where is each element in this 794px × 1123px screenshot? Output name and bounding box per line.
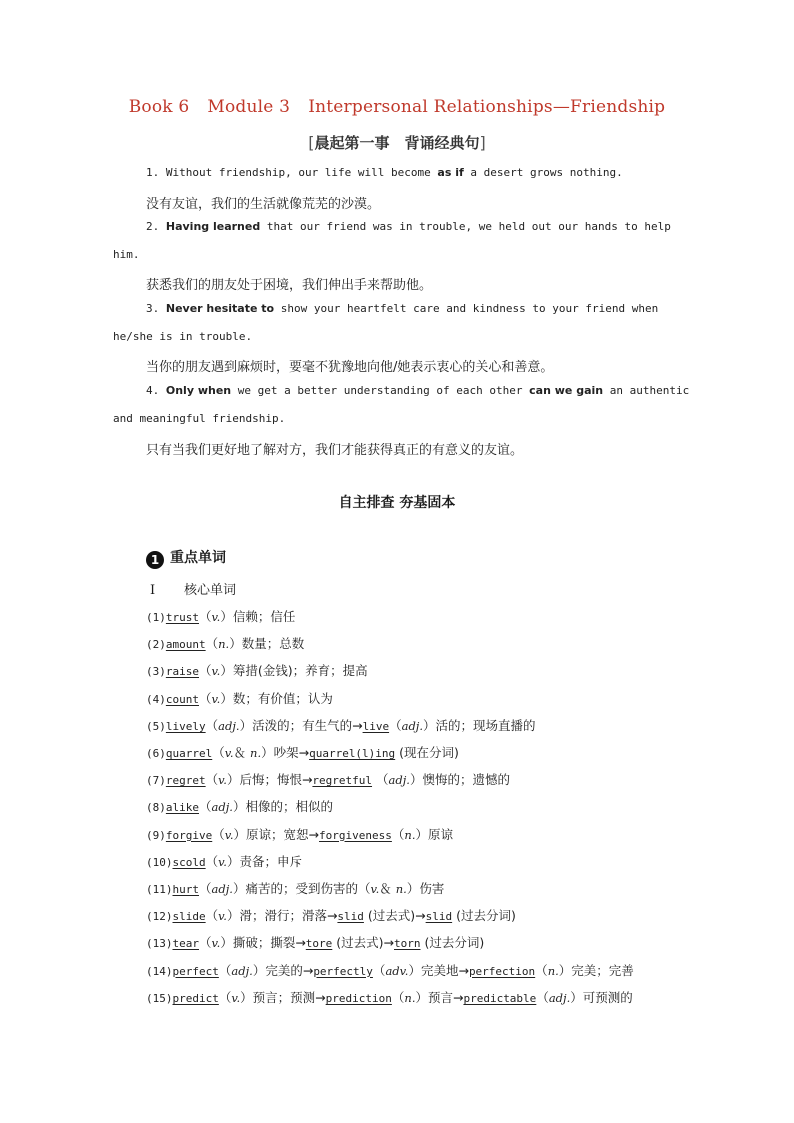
sentence-text: him. (113, 248, 140, 261)
vocab-word: alike (165, 801, 199, 815)
vocab-word: perfectly (313, 964, 373, 978)
vocab-item (146, 797, 333, 815)
key-phrase: Never hesitate to (165, 302, 275, 315)
vocab-number: (6) (146, 747, 166, 760)
vocab-item (146, 634, 304, 652)
sentence-4-english-line (113, 412, 285, 425)
vocab-number: (12) (146, 910, 173, 924)
vocab-definition: （ (199, 935, 212, 951)
vocab-definition: (过去式)→ (332, 935, 394, 951)
vocab-number: (5) (146, 719, 166, 733)
vocab-number: (4) (146, 692, 166, 706)
vocab-word: perfect (172, 964, 219, 978)
title-module: Module 3 (207, 97, 291, 117)
vocab-definition: （ (205, 908, 219, 924)
vocab-number: (11) (146, 883, 173, 896)
vocab-definition: （ (199, 881, 212, 896)
part-of-speech: v. (218, 854, 227, 869)
vocab-definition: ）吵架→ (261, 745, 310, 760)
vocab-word: regret (165, 774, 206, 788)
vocab-definition: ）相像的；相似的 (232, 799, 333, 815)
part-of-speech: adv. (385, 963, 409, 978)
vocab-item (146, 770, 510, 788)
vocab-definition: （ (199, 663, 212, 679)
vocab-word: lively (165, 719, 206, 733)
core-words-label: 核心单词 (184, 583, 237, 598)
part-of-speech: v. (211, 936, 221, 951)
part-of-speech: v. (211, 664, 221, 679)
vocab-definition: ）痛苦的；受到伤害的（ (232, 881, 371, 896)
vocab-definition: (过去分词) (420, 935, 485, 951)
sentence-4-english-line (146, 384, 689, 397)
vocab-item (146, 961, 634, 979)
vocab-definition: ）预言；预测→ (240, 989, 326, 1005)
vocab-item (146, 906, 516, 924)
sentence-4-chinese: 只有当我们更好地了解对方，我们才能获得真正的有意义的友谊。 (146, 443, 524, 458)
vocab-item (146, 879, 444, 897)
vocab-definition: ）撕破；撕裂→ (220, 935, 306, 951)
vocab-definition: （ (218, 989, 232, 1005)
vocab-definition: ）数量；总数 (229, 636, 305, 652)
vocab-word: hurt (172, 883, 199, 896)
vocab-number: (8) (146, 801, 166, 815)
sentence-text: he/she is in trouble. (113, 330, 253, 343)
sentence-text: an authentic (603, 384, 690, 397)
vocab-definition: （ (372, 962, 386, 978)
vocab-word: slid (337, 910, 364, 924)
vocab-item (146, 933, 484, 951)
vocab-definition: ）原谅；宽恕→ (233, 826, 320, 842)
part-of-speech: n. (404, 827, 416, 842)
vocab-definition: ）活泼的；有生气的→ (239, 717, 363, 733)
vocab-definition: ）活的；现场直播的 (423, 717, 536, 733)
vocab-definition: (过去式)→ (363, 908, 426, 924)
vocab-word: raise (165, 665, 199, 679)
part-of-speech: n. (218, 637, 230, 652)
vocab-number: (10) (146, 855, 173, 869)
title-topic: Interpersonal Relationships—Friendship (308, 97, 666, 117)
sentence-1-chinese: 没有友谊，我们的生活就像荒芜的沙漠。 (146, 197, 381, 212)
key-phrase: Only when (165, 384, 232, 397)
part-of-speech: adj. (548, 990, 571, 1005)
vocab-definition: ＆ (233, 745, 251, 760)
vocab-word: quarrel(l)ing (309, 747, 396, 760)
section-title: 自主排查 夯基固本 (338, 495, 456, 511)
vocab-word: regretful (312, 774, 373, 788)
vocab-word: perfection (468, 964, 536, 978)
vocab-item (146, 743, 459, 761)
vocab-definition: (过去分词) (452, 908, 516, 924)
vocab-definition: (现在分词) (395, 745, 459, 760)
part-of-speech: v. (231, 990, 241, 1005)
subtitle-text: 晨起第一事 背诵经典句 (314, 134, 480, 152)
part-of-speech: v. (218, 773, 227, 788)
vocab-item (146, 825, 453, 843)
part-of-speech: adj. (401, 718, 424, 733)
vocab-definition: （ (199, 609, 212, 624)
vocab-number: (1) (146, 611, 166, 624)
part-of-speech: v. (224, 746, 234, 760)
vocab-word: tear (172, 937, 199, 951)
part-of-speech: v. (211, 610, 221, 624)
vocab-definition: （ (391, 826, 405, 842)
roman-numeral: Ⅰ (150, 583, 156, 598)
vocab-definition: ）后悔；悔恨→ (226, 772, 313, 788)
key-words-heading (146, 547, 226, 569)
vocab-definition: ）滑；滑行；滑落→ (226, 908, 338, 924)
part-of-speech: adj. (218, 718, 240, 733)
vocab-definition: （ (218, 962, 232, 978)
vocab-item (146, 607, 295, 625)
vocab-word: trust (165, 611, 199, 624)
vocab-definition: ）完美；完善 (558, 962, 634, 978)
sentence-3-english-line (113, 330, 252, 343)
vocab-word: predict (172, 991, 219, 1005)
vocab-definition: （ (536, 989, 549, 1005)
vocab-definition: ）伤害 (406, 881, 445, 896)
part-of-speech: adj. (231, 963, 253, 978)
vocab-definition: （ (535, 962, 548, 978)
sentence-3-english-line (146, 302, 658, 315)
sentence-text: 2. (146, 220, 166, 233)
vocab-definition: （ (205, 853, 219, 869)
vocab-item (146, 716, 536, 734)
sentence-2-english-line (146, 220, 671, 233)
part-of-speech: adj. (211, 800, 233, 815)
vocab-definition: ）可预测的 (570, 989, 633, 1005)
vocab-word: forgive (165, 828, 213, 842)
vocab-word: scold (172, 855, 206, 869)
vocab-definition: （ (372, 772, 389, 788)
part-of-speech: n. (547, 963, 559, 978)
vocab-word: forgiveness (319, 828, 392, 842)
sentence-2-english-line (113, 248, 140, 261)
core-words-heading (150, 579, 236, 598)
vocab-item (146, 661, 368, 679)
vocab-definition: （ (212, 826, 225, 842)
sentence-2-chinese: 获悉我们的朋友处于困境，我们伸出手来帮助他。 (146, 278, 433, 293)
sentence-3-chinese: 当你的朋友遇到麻烦时，要毫不犹豫地向他/她表示衷心的关心和善意。 (146, 360, 554, 375)
part-of-speech: v. (370, 882, 380, 896)
sentence-text: 4. (146, 384, 166, 397)
title-book: Book 6 (128, 97, 190, 117)
vocab-definition: ）完美地→ (408, 962, 469, 978)
key-phrase: can we gain (529, 384, 604, 397)
sentence-text: 3. (146, 302, 166, 315)
vocab-definition: ）懊悔的；遗憾的 (409, 772, 510, 788)
vocab-word: predictable (463, 991, 537, 1005)
sentence-text: show your heartfelt care and kindness to your friend when (274, 302, 659, 315)
subtitle-open-bracket: [ (308, 133, 315, 152)
sentence-text: that our friend was in trouble, we held out our hands to help (260, 220, 671, 233)
sentence-text: we get a better understanding of each other (231, 384, 530, 397)
vocab-item (146, 988, 633, 1006)
vocab-word: slide (172, 910, 206, 924)
vocab-definition: ）责备；申斥 (226, 853, 302, 869)
vocab-number: (14) (146, 964, 173, 978)
vocab-word: amount (165, 638, 206, 652)
key-phrase: as if (437, 166, 464, 179)
vocab-definition: （ (199, 690, 212, 706)
page-title (0, 97, 794, 117)
vocab-item (146, 689, 333, 707)
sentence-text: a desert grows nothing. (463, 166, 623, 179)
part-of-speech: n. (250, 746, 262, 760)
vocab-word: prediction (325, 991, 392, 1005)
vocab-number: (13) (146, 937, 173, 951)
sentence-text: and meaningful friendship. (113, 412, 286, 425)
vocab-definition: （ (205, 772, 219, 788)
vocab-definition: （ (205, 717, 219, 733)
vocab-definition: （ (205, 636, 219, 652)
vocab-definition: （ (212, 745, 225, 760)
vocab-number: (15) (146, 991, 173, 1005)
vocab-word: quarrel (165, 747, 213, 760)
part-of-speech: v. (211, 691, 221, 706)
vocab-word: slid (425, 910, 453, 924)
vocab-number: (9) (146, 828, 166, 842)
key-words-label: 重点单词 (170, 550, 226, 566)
vocab-definition: ）数；有价值；认为 (220, 690, 333, 706)
subtitle-close-bracket: ] (479, 133, 486, 152)
page-subtitle (0, 132, 794, 153)
part-of-speech: n. (395, 882, 407, 896)
vocab-number: (7) (146, 774, 166, 788)
key-phrase: Having learned (165, 220, 261, 233)
part-of-speech: v. (218, 909, 227, 924)
part-of-speech: n. (404, 990, 416, 1005)
vocab-definition: ）筹措(金钱)；养育；提高 (220, 663, 368, 679)
vocab-definition: ＆ (379, 881, 396, 896)
vocab-word: tore (305, 937, 333, 951)
vocab-word: torn (394, 937, 421, 951)
number-badge-icon: 1 (146, 551, 164, 569)
vocab-word: count (165, 692, 199, 706)
sentence-1-english-line (146, 166, 623, 179)
vocab-definition: ）原谅 (415, 826, 453, 842)
vocab-definition: ）完美的→ (252, 962, 314, 978)
vocab-definition: ）预言→ (415, 989, 464, 1005)
vocab-definition: ）信赖；信任 (220, 609, 296, 624)
part-of-speech: v. (224, 827, 234, 842)
vocab-definition: （ (199, 799, 212, 815)
part-of-speech: adj. (388, 773, 410, 788)
vocab-definition: （ (391, 989, 405, 1005)
vocab-definition: （ (389, 717, 402, 733)
part-of-speech: adj. (211, 882, 233, 896)
vocab-number: (2) (146, 638, 166, 652)
vocab-word: live (362, 719, 390, 733)
sentence-text: 1. Without friendship, our life will become (146, 166, 438, 179)
vocab-number: (3) (146, 665, 166, 679)
vocab-item (146, 852, 302, 870)
